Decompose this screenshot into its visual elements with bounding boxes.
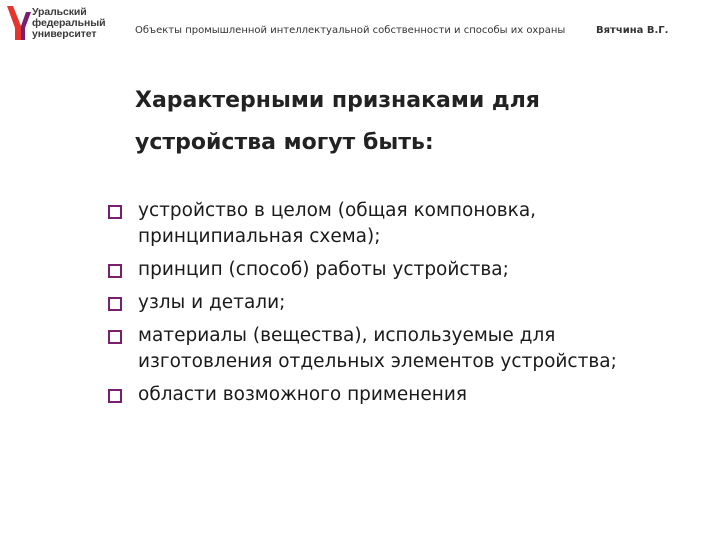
bullet-text: области возможного применения	[138, 384, 467, 405]
bullet-item	[108, 323, 668, 375]
urfu-logo-icon	[7, 4, 31, 44]
bullet-text: устройство в целом (общая компоновка, принципиальная схема);	[138, 200, 537, 247]
bullet-item	[108, 257, 668, 283]
bullet-text: принцип (способ) работы устройства;	[138, 259, 509, 280]
logo-line-3: университет	[32, 28, 97, 40]
university-logo	[7, 4, 137, 44]
square-bullet-icon	[108, 330, 122, 344]
slide-title	[135, 80, 655, 164]
logo-text	[32, 7, 105, 40]
square-bullet-icon	[108, 205, 122, 219]
course-title: Объекты промышленной интеллектуальной собственности и способы их охраны	[135, 25, 566, 36]
author-name: Вятчина В.Г.	[596, 25, 669, 36]
header	[0, 0, 720, 50]
bullet-list	[108, 198, 668, 415]
bullet-text: узлы и детали;	[138, 292, 286, 313]
square-bullet-icon	[108, 389, 122, 403]
bullet-text: материалы (вещества), используемые для изготовления отдельных элементов устройства;	[138, 325, 617, 372]
bullet-item	[108, 290, 668, 316]
square-bullet-icon	[108, 264, 122, 278]
slide-title-line-2: устройства могут быть:	[135, 130, 434, 155]
logo-line-1: Уральский	[32, 6, 87, 18]
logo-line-2: федеральный	[32, 17, 106, 29]
square-bullet-icon	[108, 297, 122, 311]
bullet-item	[108, 198, 668, 250]
bullet-item	[108, 382, 668, 408]
slide-title-line-1: Характерными признаками для	[135, 88, 540, 113]
